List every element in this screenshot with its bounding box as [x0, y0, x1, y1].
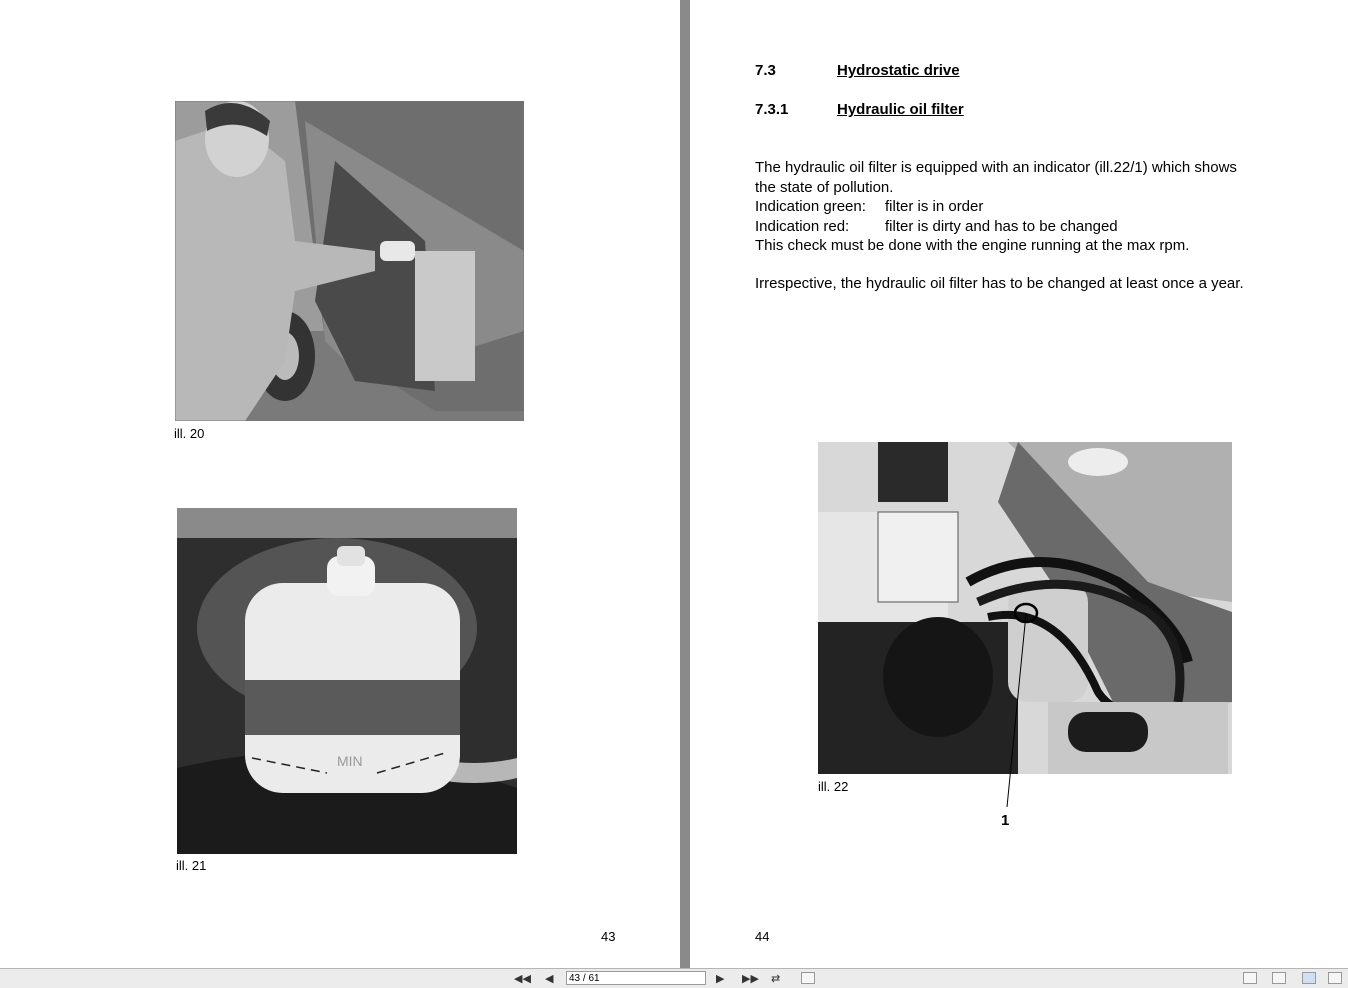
- irrespective-line: Irrespective, the hydraulic oil filter has to be changed at least once a year.: [755, 275, 1244, 292]
- subsection-title-text: Hydraulic oil filter: [837, 101, 964, 118]
- indication-green-value: filter is in order: [885, 198, 984, 215]
- section-title: [837, 62, 960, 79]
- back-view-icon[interactable]: ⇄: [771, 973, 781, 985]
- continuous-view-icon[interactable]: [1272, 972, 1286, 984]
- illustration-20-photo: [175, 101, 524, 421]
- caption-ill-20: ill. 20: [174, 426, 205, 441]
- subsection-title: [837, 101, 964, 118]
- left-page: [0, 0, 680, 968]
- last-page-icon[interactable]: ▶▶: [742, 973, 759, 985]
- first-page-icon[interactable]: ◀◀: [514, 973, 531, 985]
- two-page-continuous-view-icon[interactable]: [1328, 972, 1342, 984]
- paragraph-line-2: the state of pollution.: [755, 178, 894, 196]
- callout-leader-line: [1000, 612, 1030, 812]
- right-page: [690, 0, 1348, 968]
- forward-view-icon[interactable]: [801, 972, 815, 984]
- indication-red-label: Indication red:: [755, 217, 850, 235]
- indication-green-label: Indication green:: [755, 198, 866, 215]
- min-level-label: MIN: [337, 753, 363, 769]
- caption-ill-21: ill. 21: [176, 858, 207, 873]
- section-title-text: Hydrostatic drive: [837, 62, 960, 79]
- page-number-44: 44: [755, 929, 770, 944]
- two-page-view-icon[interactable]: [1302, 972, 1316, 984]
- indication-red-value: filter is dirty and has to be changed: [885, 217, 1118, 235]
- paragraph-line-1: The hydraulic oil filter is equipped with an indicator (ill.22/1) which shows: [755, 159, 1237, 176]
- callout-label-1: 1: [1001, 812, 1010, 829]
- check-line: This check must be done with the engine running at the max rpm.: [755, 237, 1190, 254]
- page-number-43: 43: [601, 929, 616, 944]
- single-page-view-icon[interactable]: [1243, 972, 1257, 984]
- caption-ill-22: ill. 22: [818, 779, 849, 794]
- indication-green-line: [755, 197, 1237, 217]
- navigation-toolbar: [0, 968, 1348, 988]
- section-number: 7.3: [755, 62, 776, 79]
- filter-description: [755, 158, 1237, 256]
- subsection-number: 7.3.1: [755, 101, 789, 118]
- illustration-21-photo: [177, 508, 517, 854]
- prev-page-icon[interactable]: ◀: [545, 973, 554, 985]
- indication-red-line: [755, 217, 1237, 237]
- page-number-input[interactable]: [566, 971, 706, 985]
- next-page-icon[interactable]: ▶: [716, 973, 725, 985]
